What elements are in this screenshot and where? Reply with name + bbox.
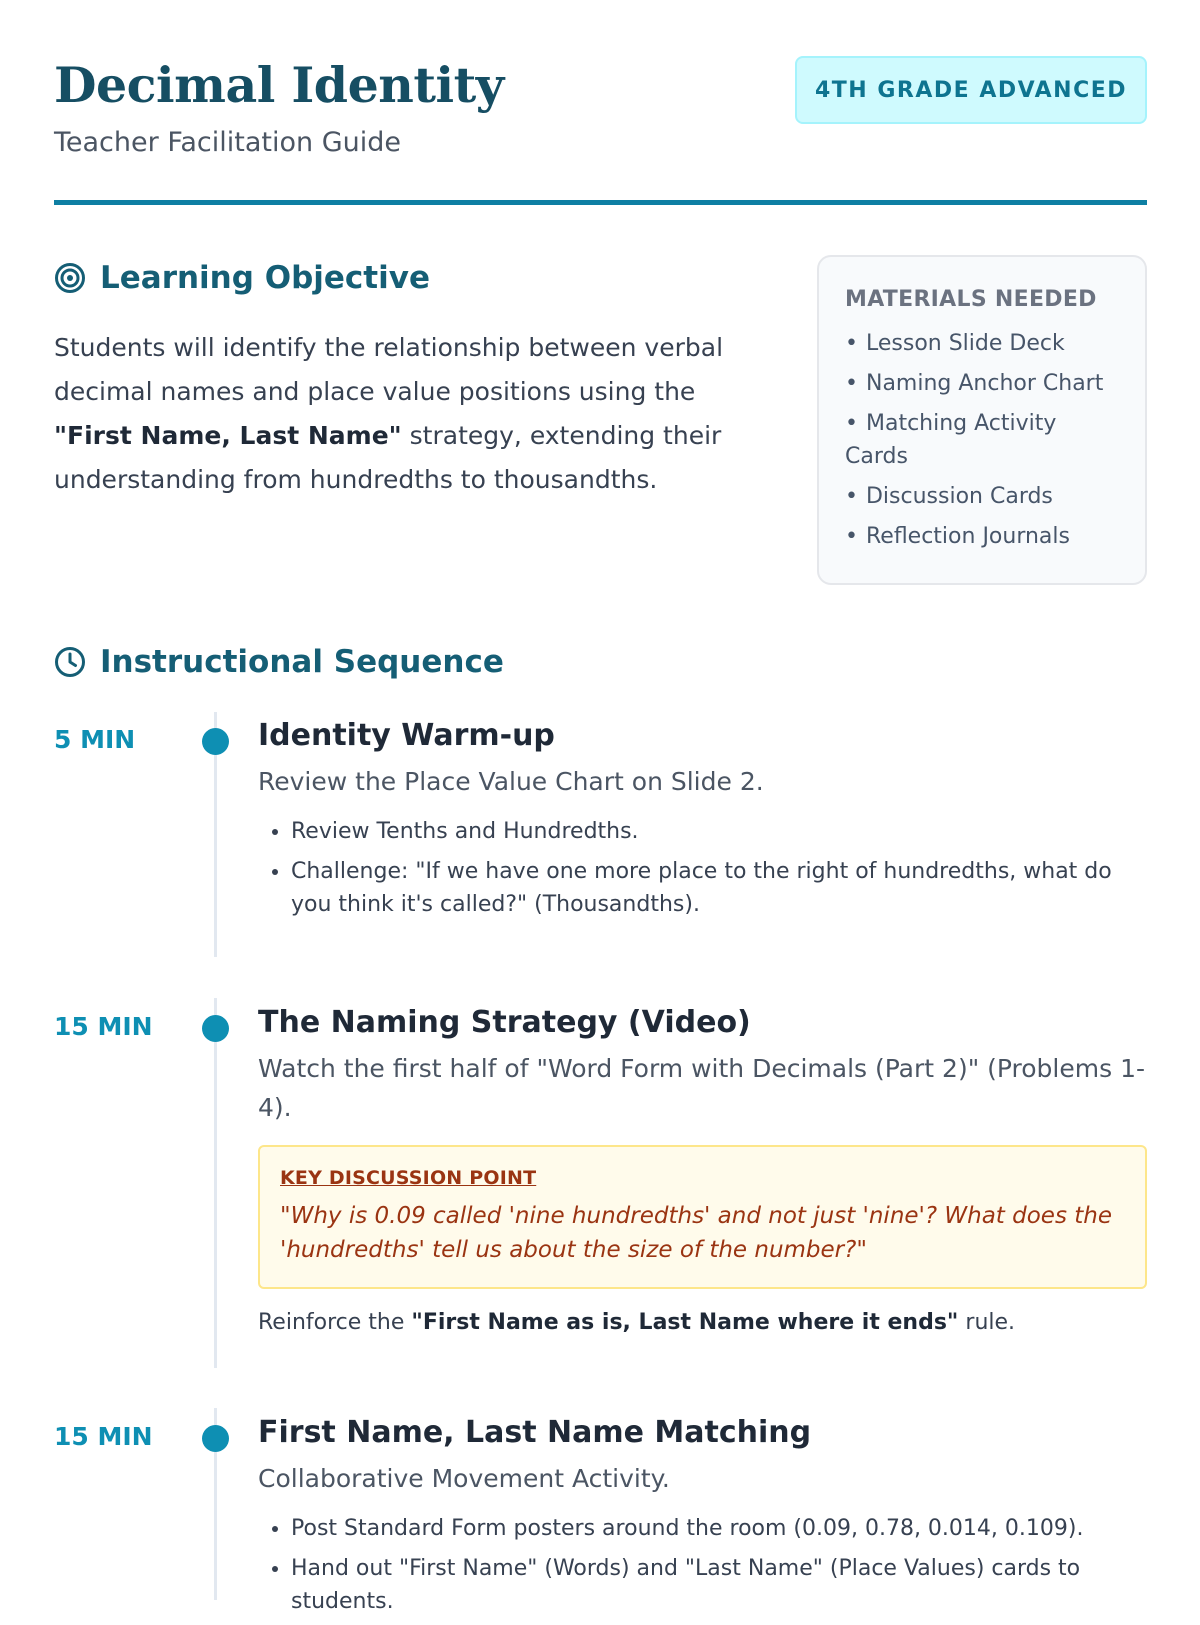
step-duration: 15 MIN [54,1422,153,1451]
learning-objective-heading [54,258,430,298]
clock-icon [54,646,86,678]
timeline-dot [202,728,229,755]
learning-objective-title: Learning Objective [100,260,430,296]
reinforce-after: rule. [958,1310,1016,1335]
objective-strategy: "First Name, Last Name" [54,421,402,450]
step-bullets [258,1512,1147,1618]
step-title: First Name, Last Name Matching [258,1415,812,1450]
page-title: Decimal Identity [54,56,504,114]
materials-card [817,255,1147,585]
step-duration: 5 MIN [54,725,136,754]
step-title: The Naming Strategy (Video) [258,1005,751,1040]
materials-item: • Naming Anchor Chart [845,367,1119,400]
materials-item: • Discussion Cards [845,480,1119,513]
key-discussion-title: KEY DISCUSSION POINT [280,1167,537,1189]
materials-item: • Matching Activity Cards [845,407,1119,473]
materials-list [845,327,1119,553]
key-discussion-callout [258,1145,1147,1289]
step-bullets [258,815,1147,921]
step-bullet: • Review Tenths and Hundredths. [291,815,1147,848]
key-discussion-quote: "Why is 0.09 called 'nine hundredths' and not just 'nine'? What does the 'hundredths' tell us about the size of the number?" [280,1203,1112,1263]
materials-item: • Lesson Slide Deck [845,327,1119,360]
instructional-sequence-title: Instructional Sequence [100,644,504,680]
timeline-dot [202,1425,229,1452]
step-bullet: • Hand out "First Name" (Words) and "Last Name" (Place Values) cards to students. [291,1552,1147,1618]
page-subtitle: Teacher Facilitation Guide [54,127,401,158]
reinforce-rule: "First Name as is, Last Name where it ends" [411,1310,959,1335]
step-description: Collaborative Movement Activity. [258,1464,670,1493]
objective-text-after: strategy, extending their understanding from hundredths to thousandths. [54,421,722,494]
grade-level-badge: 4TH GRADE ADVANCED [795,56,1147,124]
reinforce-before: Reinforce the [258,1310,412,1335]
instructional-sequence-heading [54,642,504,682]
learning-objective-text [54,326,764,502]
step-bullet: • Post Standard Form posters around the room (0.09, 0.78, 0.014, 0.109). [291,1512,1147,1545]
step-description: Review the Place Value Chart on Slide 2. [258,767,764,796]
target-icon [54,262,86,294]
step-title: Identity Warm-up [258,718,555,753]
step-body [258,1413,1147,1625]
objective-text-before: Students will identify the relationship between verbal decimal names and place value positions using the [54,333,724,406]
step-duration: 15 MIN [54,1012,153,1041]
step-body [258,716,1147,928]
timeline-line [214,998,217,1368]
step-bullet: • Challenge: "If we have one more place to the right of hundredths, what do you think it's called?" (Thousandths). [291,855,1147,921]
materials-item: • Reflection Journals [845,520,1119,553]
reinforce-rule-text [258,1307,1147,1339]
page-header [54,56,1147,205]
materials-heading: MATERIALS NEEDED [845,287,1097,312]
step-description: Watch the first half of "Word Form with Decimals (Part 2)" (Problems 1-4). [258,1054,1145,1122]
timeline-dot [202,1015,229,1042]
step-body [258,1003,1147,1339]
